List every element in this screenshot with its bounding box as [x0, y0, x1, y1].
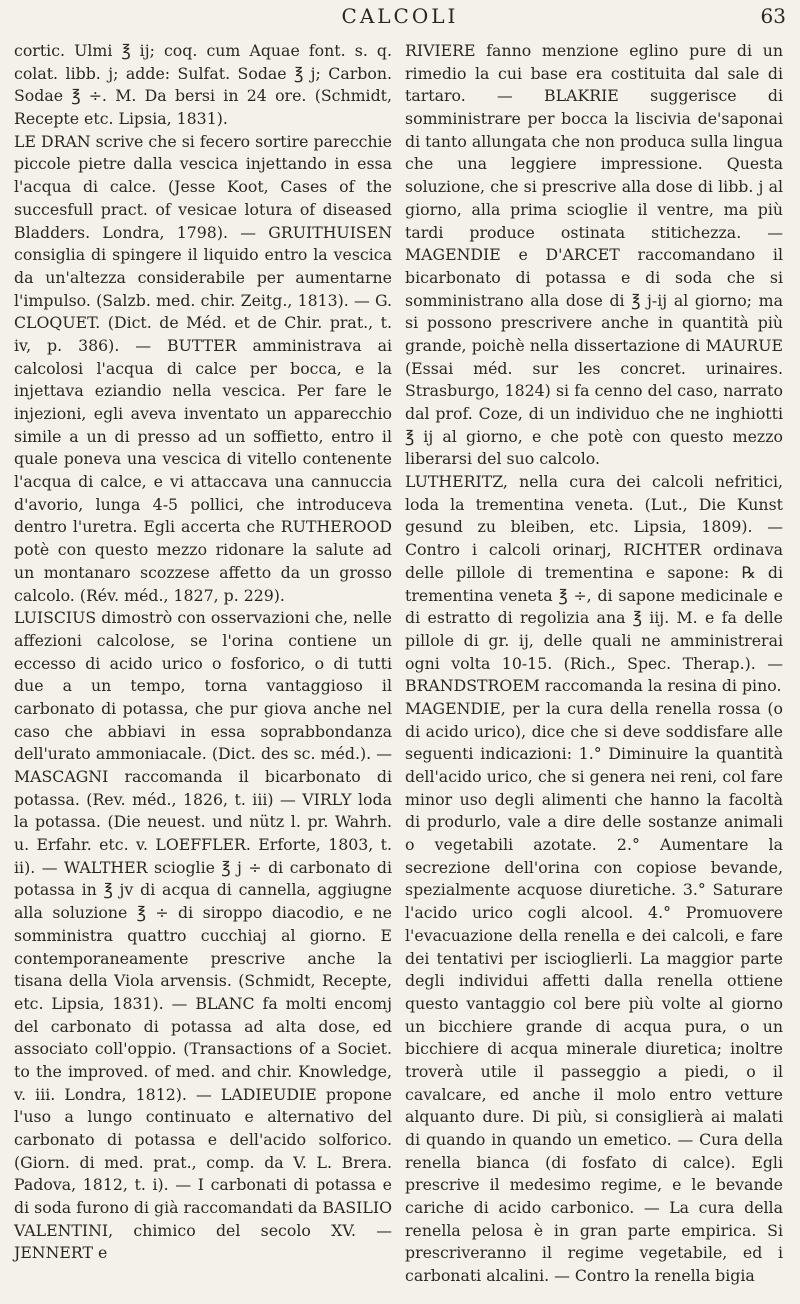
right-column: [405, 40, 783, 1288]
paragraph: LUTHERITZ, nella cura dei calcoli nefritici, loda la trementina veneta. (Lut., Die Kunst gesund zu bleiben, etc. Lipsia, 1809). — Contro i calcoli orinarj, RICHTER ordinava delle pillole di trementina e sapone: ℞ di trementina veneta ℥ ÷, di sapone medicinale e di estratto di regolizia ana ℥ iij. M. e fa delle pillole di gr. ij, delle quali ne amministrerai ogni volta 10-15. (Rich., Spec. Therap.). — BRANDSTROEM raccomanda la resina di pino.: [405, 472, 783, 696]
page-header: [0, 4, 800, 44]
paragraph: LUISCIUS dimostrò con osservazioni che, nelle affezioni calcolose, se l'orina contiene un eccesso di acido urico o fosforico, o di tutti due a un tempo, torna vantaggioso il carbonato di potassa, che pur giova anche nel caso che abbiavi in essa soprabbondanza dell'urato ammoniacale. (Dict. des sc. méd.). — MASCAGNI raccomanda il bicarbonato di potassa. (Rev. méd., 1826, t. iii) — VIRLY loda la potassa. (Die neuest. und nütz l. pr. Wahrh. u. Erfahr. etc. v. LOEFFLER. Erforte, 1803, t. ii). — WALTHER scioglie ℥ j ÷ di carbonato di potassa in ℥ jv di acqua di cannella, aggiugne alla soluzione ℥ ÷ di siroppo diacodio, e ne somministra quattro cucchiaj al giorno. E contemporaneamente prescrive anche la tisana della Viola arvensis. (Schmidt, Recepte, etc. Lipsia, 1831). — BLANC fa molti encomj del carbonato di potassa ad alta dose, ed associato coll'oppio. (Transactions of a Societ. to the improved. of med. and chir. Knowledge, v. iii. Londra, 1812). — LADIEUDIE propone l'uso a lungo continuato e alternativo del carbonato di potassa e dell'acido solforico. (Giorn. di med. prat., comp. da V. L. Brera. Padova, 1812, t. i). — I carbonati di potassa e di soda furono di già raccomandati da BASILIO VALENTINI, chimico del secolo XV. — JENNERT e: [14, 608, 392, 1263]
paragraph: cortic. Ulmi ℥ ij; coq. cum Aquae font. s. q. colat. libb. j; adde: Sulfat. Sodae ℥ j; Carbon. Sodae ℥ ÷. M. Da bersi in 24 ore. (Schmidt, Recepte etc. Lipsia, 1831).: [14, 41, 392, 129]
running-title: CALCOLI: [341, 4, 459, 28]
left-column: [14, 40, 392, 1265]
paragraph: MAGENDIE, per la cura della renella rossa (o di acido urico), dice che si deve soddisfare alle seguenti indicazioni: 1.° Diminuire la quantità dell'acido urico, che si genera nei reni, col fare minor uso degli alimenti che hanno la facoltà di produrlo, vale a dire delle sostanze animali o vegetabili azotate. 2.° Aumentare la secrezione dell'orina con copiose bevande, spezialmente acquose diuretiche. 3.° Saturare l'acido urico cogli alcool. 4.° Promuovere l'evacuazione della renella e dei calcoli, e fare dei tentativi per iscioglierli. La maggior parte degli individui affetti dalla renella ottiene questo vantaggio col bere più volte al giorno un bicchiere grande di acqua pura, o un bicchiere di acqua minerale diuretica; inoltre troverà utile il passeggio a piedi, o il cavalcare, ed anche il molo entro vetture alquanto dure. Di più, si consiglierà ai malati di quando in quando un emetico. — Cura della renella bianca (di fosfato di calce). Egli prescrive il medesimo regime, e le bevande cariche di acido carbonico. — La cura della renella pelosa è in gran parte empirica. Si prescriveranno il regime vegetabile, ed i carbonati alcalini. — Contro la renella bigia: [405, 698, 783, 1286]
paragraph: RIVIERE fanno menzione eglino pure di un rimedio la cui base era costituita dal sale di tartaro. — BLAKRIE suggerisce di somministrare per bocca la liscivia de'saponai di tanto allungata che non produca sulla lingua che una leggiere impressione. Questa soluzione, che si prescrive alla dose di libb. j al giorno, alla prima scioglie il ventre, ma più tardi produce ostinata stitichezza. — MAGENDIE e D'ARCET raccomandano il bicarbonato di potassa e di soda che si somministrano alla dose di ℥ j-ij al giorno; ma si possono prescrivere anche in quantità più grande, poichè nella dissertazione di MAURUE (Essai méd. sur les concret. urinaires. Strasburgo, 1824) si fa cenno del caso, narrato dal prof. Coze, di un individuo che ne inghiotti ℥ ij al giorno, e che potè con questo mezzo liberarsi del suo calcolo.: [405, 41, 783, 469]
page-number: 63: [760, 4, 786, 28]
paragraph: LE DRAN scrive che si fecero sortire parecchie piccole pietre dalla vescica injettando in essa l'acqua di calce. (Jesse Koot, Cases of the succesfull pract. of vesicae lotura of diseased Bladders. Londra, 1798). — GRUITHUISEN consiglia di spingere il liquido entro la vescica da un'altezza considerabile per aumentarne l'impulso. (Salzb. med. chir. Zeitg., 1813). — G. CLOQUET. (Dict. de Méd. et de Chir. prat., t. iv, p. 386). — BUTTER amministrava ai calcolosi l'acqua di calce per bocca, e la injettava eziandio nella vescica. Per fare le injezioni, egli aveva inventato un apparecchio simile a un di presso ad un soffietto, entro il quale poneva una vescica di vitello contenente l'acqua di calce, e vi attaccava una cannuccia d'avorio, lunga 4-5 pollici, che introduceva dentro l'uretra. Egli accerta che RUTHEROOD potè con questo mezzo ridonare la salute ad un montanaro scozzese affetto da un grosso calcolo. (Rév. méd., 1827, p. 229).: [14, 131, 392, 605]
